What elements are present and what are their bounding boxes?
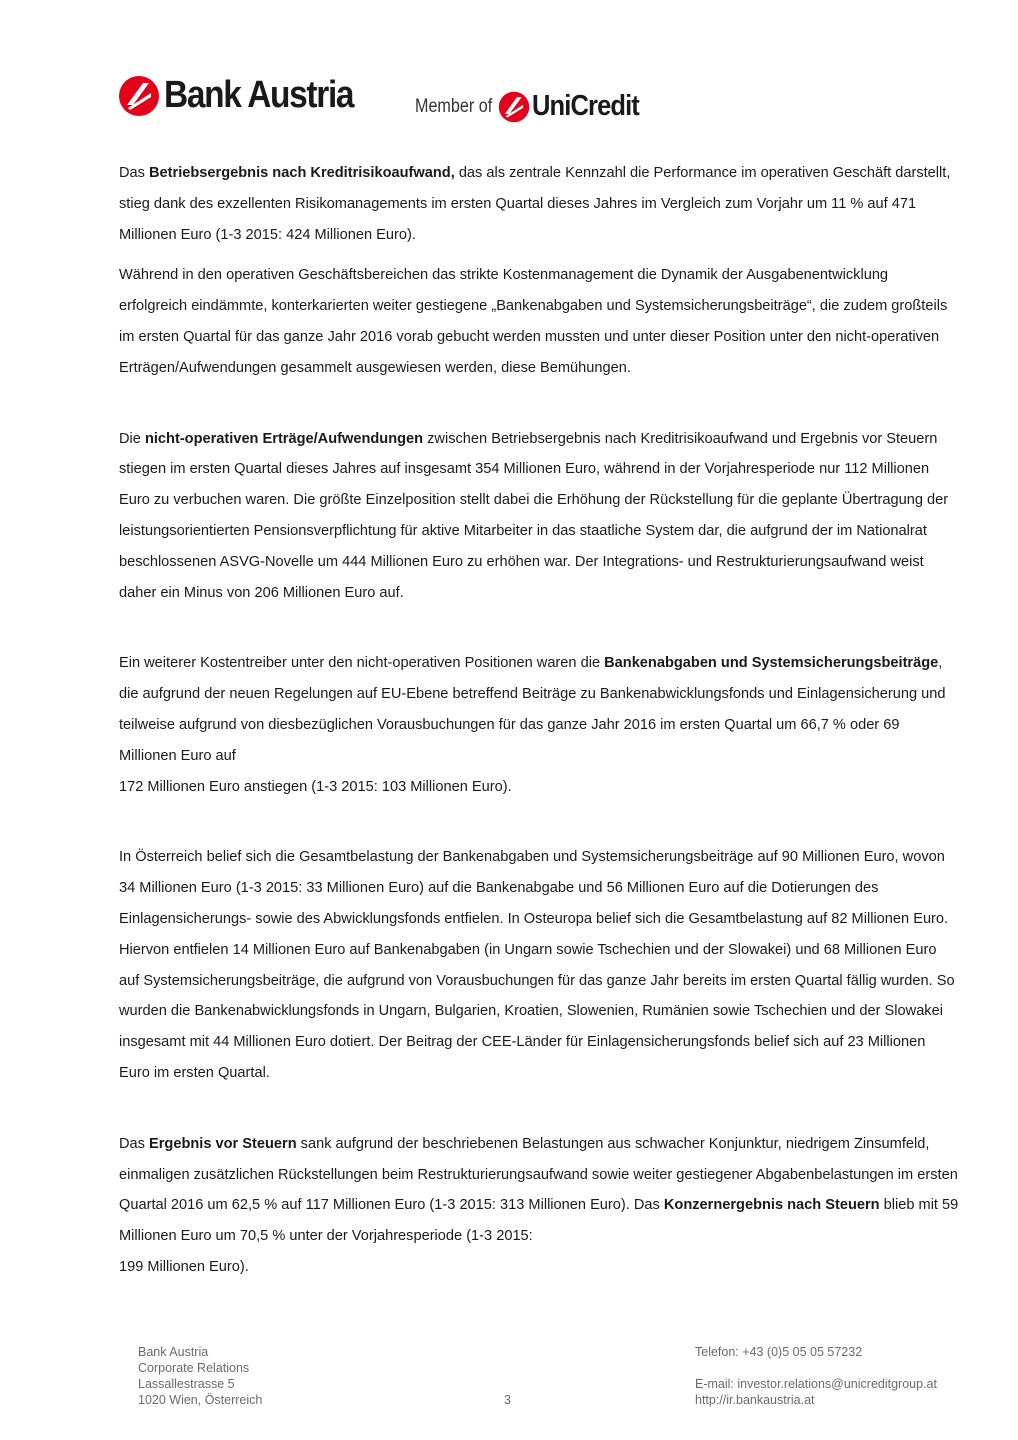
- text-segment: 199 Millionen Euro).: [119, 1258, 249, 1275]
- bold-term: nicht-operativen Erträge/Aufwendungen: [144, 430, 424, 447]
- page-number: 3: [504, 1393, 511, 1407]
- paragraph: [119, 648, 959, 802]
- text-segment: Während in den operativen Geschäftsbereichen das strikte Kostenmanagement die Dynamik der Ausgabenentwicklung erfolgreich eindämmte, konterkarierten weiter gestiegene „Bankenabgaben und Systemsicherungsbeiträge“, die zudem großteils im ersten Quartal für das ganze Jahr 2016 vorab gebucht werden mussten und unter dieser Position unter den nicht-operativen Erträgen/Aufwendungen gesammelt ausgewiesen werden, diese Bemühungen.: [119, 267, 948, 376]
- text-segment: Die: [119, 430, 145, 447]
- text-segment: In Österreich belief sich die Gesamtbelastung der Bankenabgaben und Systemsicherungsbeiträge auf 90 Millionen Euro, wovon 34 Millionen Euro (1-3 2015: 33 Millionen Euro) auf die Bankenabgabe und 56 Millionen Euro auf die Dotierungen des Einlagensicherungs- sowie des Abwicklungsfonds entfielen. In Osteuropa belief sich die Gesamtbelastung auf 82 Millionen Euro. Hiervon entfielen 14 Millionen Euro auf Bankenabgaben (in Ungarn sowie Tschechien und der Slowakei) und 68 Millionen Euro auf Systemsicherungsbeiträge, die aufgrund von Vorausbuchungen für das ganze Jahr bereits im ersten Quartal fällig wurden. So wurden die Bankenabwicklungsfonds in Ungarn, Bulgarien, Kroatien, Slowenien, Rumänien sowie Tschechien und der Slowakei insgesamt mit 44 Millionen Euro dotiert. Der Beitrag der CEE-Länder für Einlagensicherungsfonds belief sich auf 23 Millionen Euro im ersten Quartal.: [119, 849, 955, 1081]
- paragraph: [119, 1129, 959, 1283]
- text-segment: 172 Millionen Euro anstiegen (1-3 2015: 103 Millionen Euro).: [119, 778, 512, 795]
- text-segment: zwischen Betriebsergebnis nach Kreditrisikoaufwand und Ergebnis vor Steuern stiegen im ersten Quartal dieses Jahres auf insgesamt 354 Millionen Euro, während in der Vorjahresperiode nur 112 Millionen Euro zu verbuchen waren. Die größte Einzelposition stellt dabei die Erhöhung der Rückstellung für die geplante Übertragung der leistungsorientierten Pensionsverpflichtung für aktive Mitarbeiter in das staatliche System dar, die aufgrund der im Nationalrat beschlossenen ASVG-Novelle um 444 Millionen Euro zu erhöhen war. Der Integrations- und Restrukturierungsaufwand weist daher ein Minus von 206 Millionen Euro auf.: [119, 430, 949, 601]
- member-of-unicredit: [415, 90, 653, 123]
- paragraph: [119, 842, 959, 1088]
- bold-term: Bankenabgaben und Systemsicherungsbeiträge: [604, 655, 939, 672]
- text-segment: Das: [119, 1135, 150, 1152]
- text-segment: Das: [119, 165, 150, 181]
- address-line: Corporate Relations: [138, 1361, 250, 1375]
- address-line: Bank Austria: [138, 1345, 209, 1359]
- paragraph: [119, 424, 959, 609]
- footer-address: [138, 1344, 262, 1408]
- phone-number: Telefon: +43 (0)5 05 05 57232: [695, 1345, 863, 1359]
- bold-term: Konzernergebnis nach Steuern: [663, 1197, 880, 1214]
- text-segment: das als zentrale Kennzahl die Performance im operativen Geschäft darstellt, stieg dank des exzellenten Risikomanagements im ersten Quartal dieses Jahres im Vergleich zum Vorjahr um 11 % auf 471 Millionen Euro (1-3 2015: 424 Millionen Euro).: [119, 165, 951, 243]
- text-segment: Ein weiterer Kostentreiber unter den nicht-operativen Positionen waren die: [119, 655, 605, 672]
- footer-contact: [695, 1344, 937, 1408]
- text-segment: blieb mit 59 Millionen Euro um 70,5 % unter der Vorjahresperiode (1-3 2015:: [119, 1197, 959, 1245]
- member-of-label: Member of: [415, 95, 493, 117]
- document-body: [119, 158, 959, 1283]
- unicredit-logo-mark-icon: [498, 91, 530, 123]
- bold-term: Betriebsergebnis nach Kreditrisikoaufwand,: [149, 165, 455, 181]
- address-line: Lassallestrasse 5: [138, 1377, 235, 1391]
- text-segment: , die aufgrund der neuen Regelungen auf EU-Ebene betreffend Beiträge zu Bankenabwicklungsfonds und Einlagensicherung und teilweise aufgrund von diesbezüglichen Vorausbuchungen für das ganze Jahr 2016 im ersten Quartal um 66,7 % oder 69 Millionen Euro auf: [119, 655, 946, 764]
- group-name: UniCredit: [531, 90, 639, 122]
- page-footer: [0, 1344, 1018, 1414]
- paragraph: [119, 158, 959, 250]
- address-line: 1020 Wien, Österreich: [138, 1393, 263, 1407]
- bank-austria-logo: [118, 74, 379, 117]
- letterhead: [118, 74, 678, 124]
- website-link[interactable]: http://ir.bankaustria.at: [695, 1393, 815, 1407]
- text-segment: sank aufgrund der beschriebenen Belastungen aus schwacher Konjunktur, niedrigem Zinsumfeld, einmaligen zusätzlichen Rückstellungen beim Restrukturierungsaufwand sowie weiter gestiegener Abgabenbelastungen im ersten Quartal 2016 um 62,5 % auf 117 Millionen Euro (1-3 2015: 313 Millionen Euro). Das: [119, 1135, 958, 1214]
- bold-term: Ergebnis vor Steuern: [149, 1135, 297, 1152]
- bank-austria-logo-mark-icon: [118, 75, 160, 117]
- bank-name: Bank Austria: [164, 74, 354, 116]
- email-address[interactable]: E-mail: investor.relations@unicreditgroup.at: [695, 1377, 937, 1391]
- paragraph: [119, 260, 959, 383]
